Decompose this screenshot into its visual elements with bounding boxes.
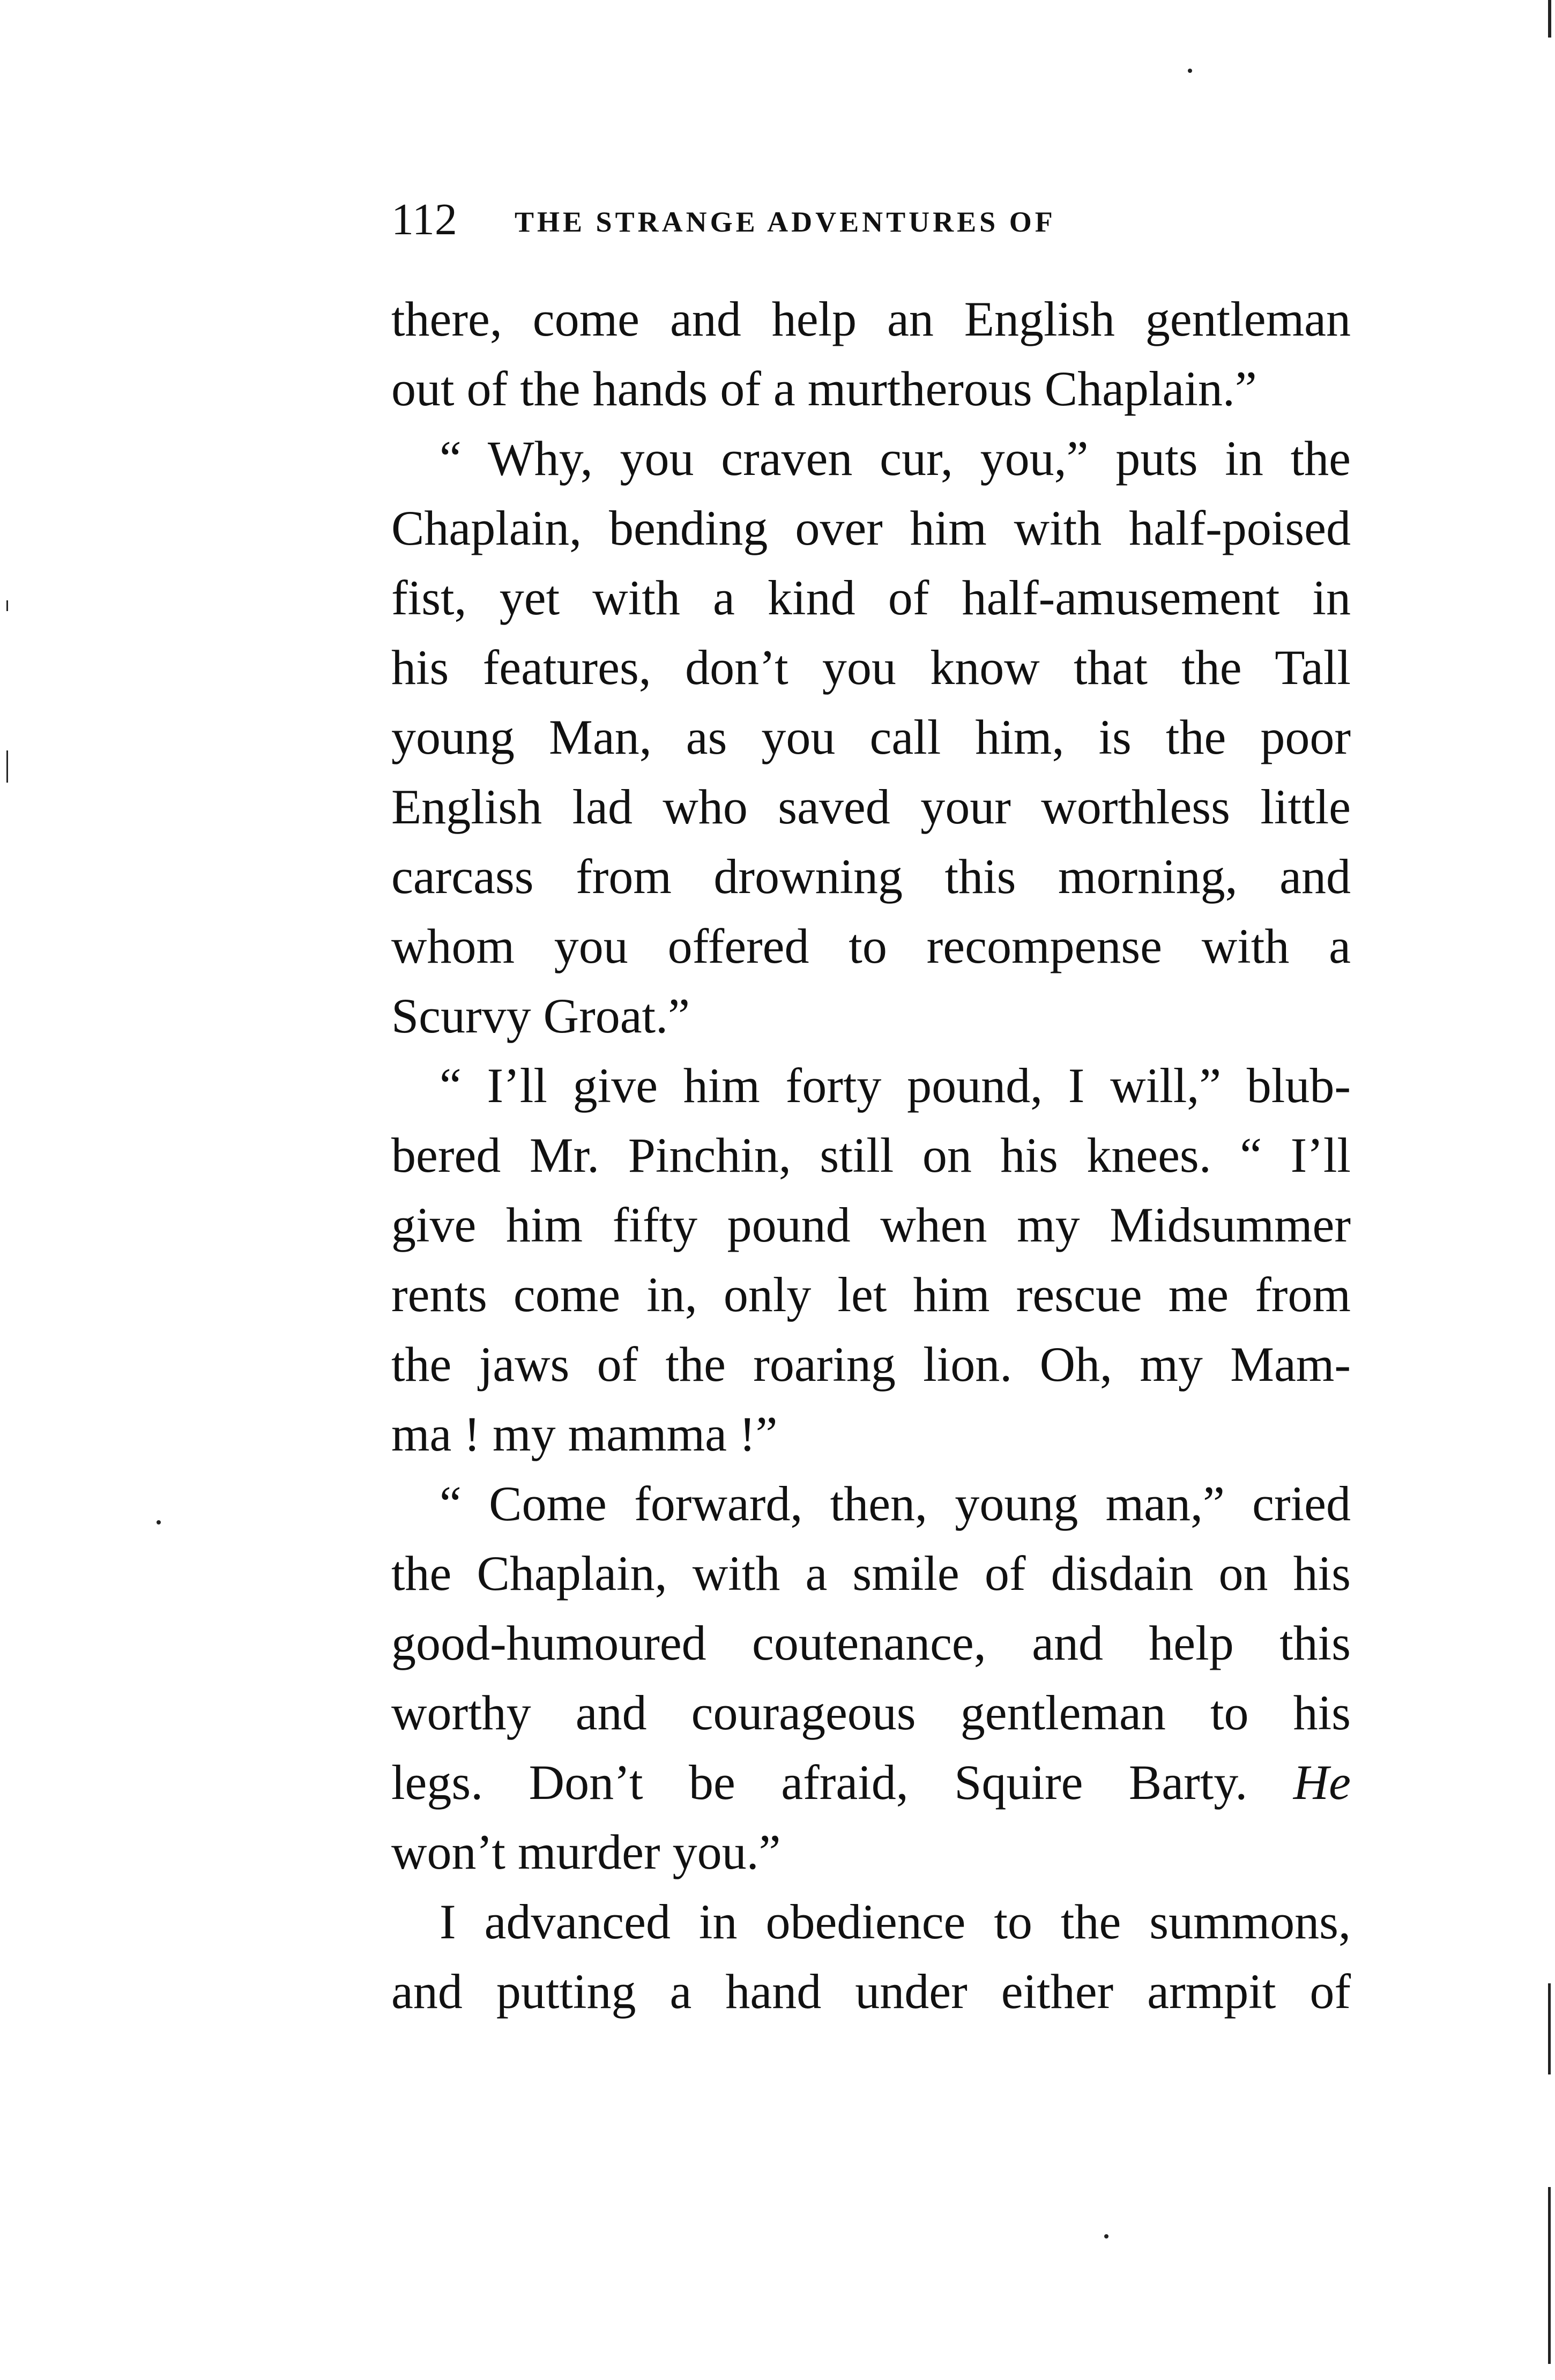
text-line: there, come and help an English gentleman xyxy=(391,292,1351,346)
text-line: the Chaplain, with a smile of disdain on his xyxy=(391,1546,1351,1601)
text-line: worthy and courageous gentleman to his xyxy=(391,1685,1351,1740)
text-line: won’t murder you.” xyxy=(391,1825,781,1879)
text-line: and putting a hand under either armpit of xyxy=(391,1964,1351,2019)
running-head xyxy=(391,193,1356,252)
text-line: English lad who saved your worthless little xyxy=(391,779,1351,834)
text-line: “ Why, you craven cur, you,” puts in the xyxy=(440,431,1351,486)
text-line: good-humoured coutenance, and help this xyxy=(391,1616,1351,1670)
text-line: “ I’ll give him forty pound, I will,” blub- xyxy=(440,1058,1351,1113)
text-line: fist, yet with a kind of half-amusement in xyxy=(391,570,1351,625)
text-line: ma ! my mamma !” xyxy=(391,1407,778,1461)
scan-mark xyxy=(1548,2187,1551,2364)
scan-mark xyxy=(1548,1983,1551,2074)
scan-mark xyxy=(1188,69,1192,73)
text-line: “ Come forward, then, young man,” cried xyxy=(440,1476,1351,1531)
text-line: I advanced in obedience to the summons, xyxy=(440,1894,1351,1949)
text-line: young Man, as you call him, is the poor xyxy=(391,710,1351,764)
text-line: Scurvy Groat.” xyxy=(391,988,690,1043)
text-line-main: legs. Don’t be afraid, Squire Barty. xyxy=(391,1755,1248,1810)
text-line: his features, don’t you know that the Tall xyxy=(391,640,1351,695)
scan-mark xyxy=(6,600,8,611)
running-title: THE STRANGE ADVENTURES OF xyxy=(515,206,1056,238)
scan-mark xyxy=(1104,2234,1108,2238)
text-line: bered Mr. Pinchin, still on his knees. “ I’ll xyxy=(391,1128,1351,1182)
text-line: whom you offered to recompense with a xyxy=(391,919,1351,973)
text-line: rents come in, only let him rescue me from xyxy=(391,1267,1351,1322)
text-line: give him fifty pound when my Midsummer xyxy=(391,1198,1351,1252)
text-line: the jaws of the roaring lion. Oh, my Mam- xyxy=(391,1337,1351,1392)
text-line: carcass from drowning this morning, and xyxy=(391,849,1351,904)
text-line: Chaplain, bending over him with half-poised xyxy=(391,501,1351,555)
text-line xyxy=(391,1747,1351,1817)
scan-mark xyxy=(157,1520,161,1524)
scan-mark xyxy=(6,750,8,783)
italic-word: He xyxy=(1293,1755,1351,1810)
body-text xyxy=(391,284,1351,2026)
scan-mark xyxy=(1548,0,1551,38)
page-number: 112 xyxy=(391,195,457,244)
text-line: out of the hands of a murtherous Chaplain.” xyxy=(391,361,1257,416)
